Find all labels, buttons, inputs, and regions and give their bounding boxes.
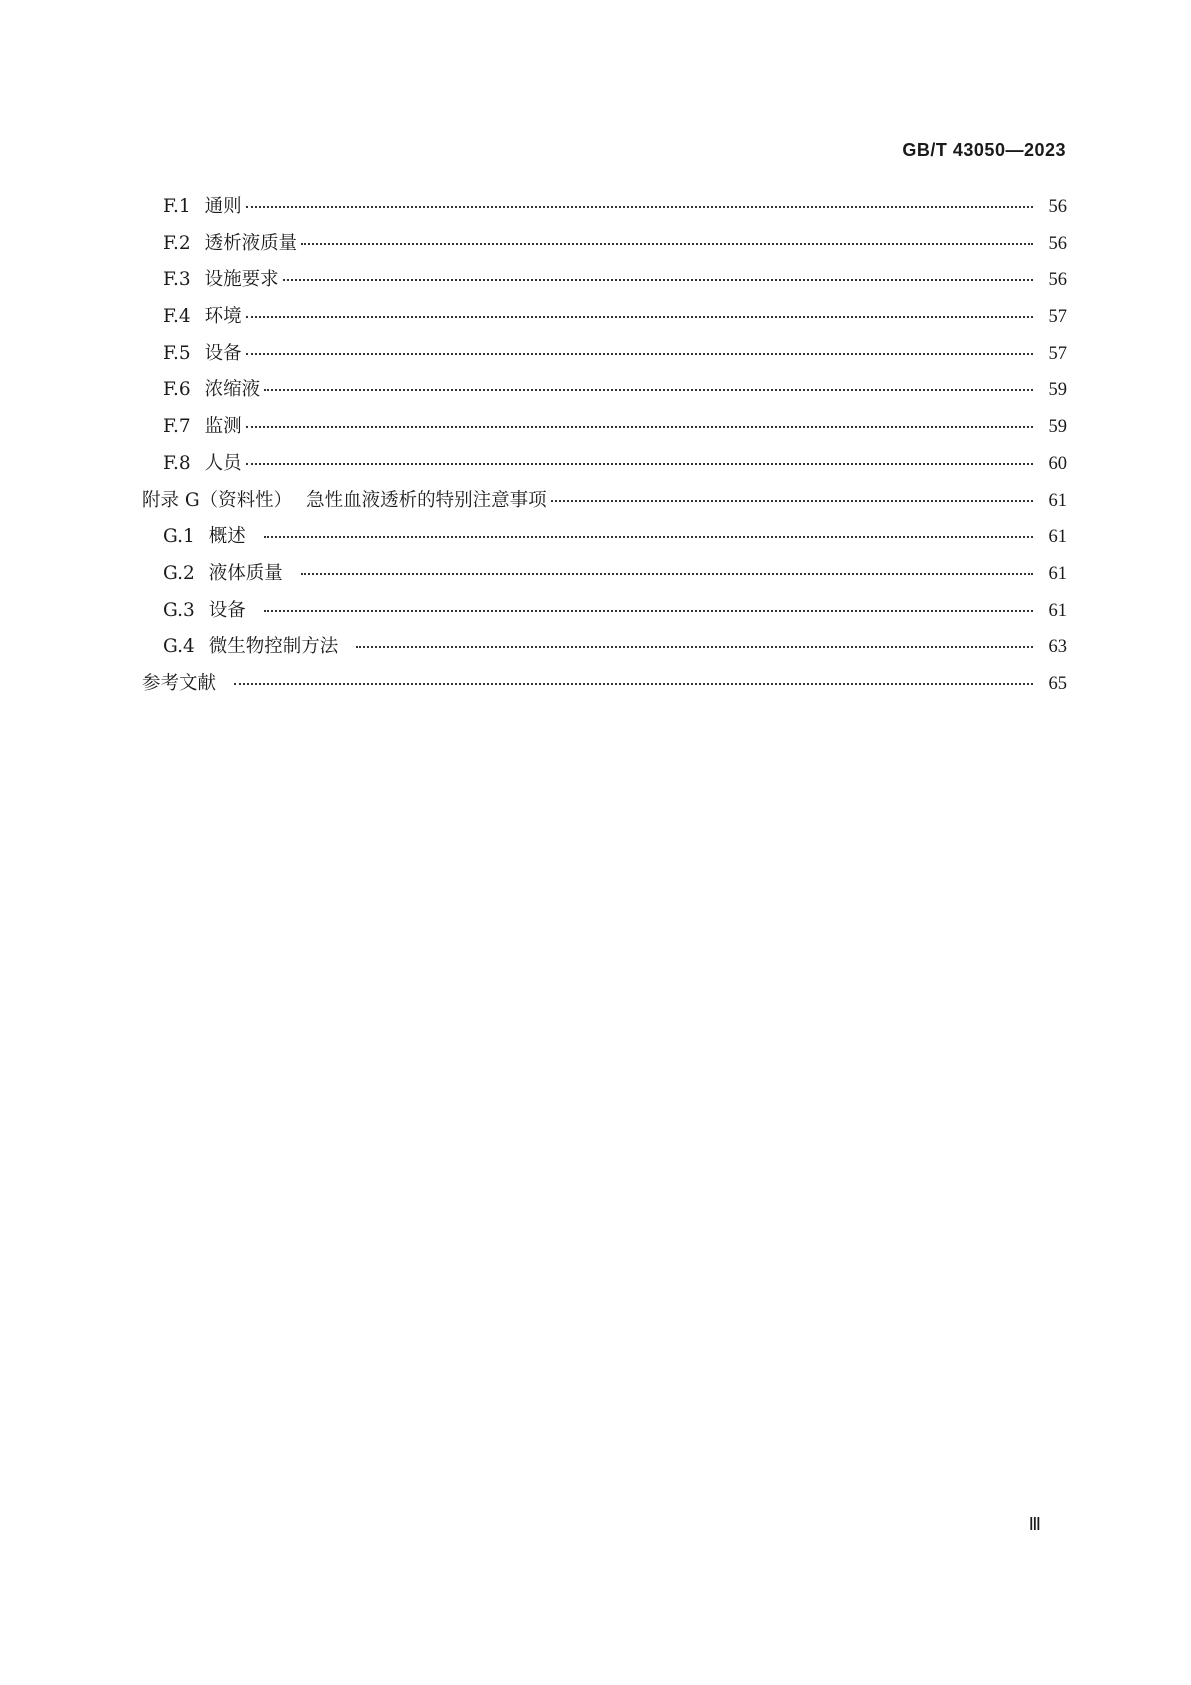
toc-entry-page: 61 xyxy=(1048,490,1067,511)
toc-entry-f2[interactable] xyxy=(142,229,1067,266)
toc-entry-page: 65 xyxy=(1048,673,1067,694)
dot-leader xyxy=(264,536,1033,538)
page-number: Ⅲ xyxy=(1028,1514,1041,1534)
toc-entry-number: F.5 xyxy=(163,342,191,364)
dot-leader xyxy=(264,389,1033,391)
toc-entry-title: 人员 xyxy=(204,452,242,474)
toc-entry-f1[interactable] xyxy=(142,192,1067,229)
toc-entry-page: 60 xyxy=(1048,453,1067,474)
toc-entry-f5[interactable] xyxy=(142,339,1067,376)
toc-entry-page: 61 xyxy=(1048,563,1067,584)
dot-leader xyxy=(246,206,1033,208)
toc-entry-f3[interactable] xyxy=(142,265,1067,302)
toc-entry-f6[interactable] xyxy=(142,375,1067,412)
toc-entry-page: 61 xyxy=(1048,527,1067,548)
toc-entry-f7[interactable] xyxy=(142,412,1067,449)
toc-entry-title: 概述 xyxy=(208,526,246,548)
toc-entry-f4[interactable] xyxy=(142,302,1067,339)
toc-entry-title: 透析液质量 xyxy=(204,232,298,254)
toc-entry-number: F.3 xyxy=(163,269,191,291)
toc-entry-title: 通则 xyxy=(204,196,242,217)
toc-entry-title: 监测 xyxy=(204,416,242,438)
dot-leader xyxy=(283,279,1033,281)
dot-leader xyxy=(246,426,1033,428)
toc-entry-title: 参考文献 xyxy=(142,672,217,694)
toc-entry-page: 61 xyxy=(1048,600,1067,621)
standard-code: GB/T 43050—2023 xyxy=(902,140,1066,160)
dot-leader xyxy=(301,243,1033,245)
toc-entry-number: F.1 xyxy=(163,196,191,217)
dot-leader xyxy=(264,610,1033,612)
toc-entry-number: G.3 xyxy=(163,599,195,621)
toc-entry-g4[interactable] xyxy=(142,632,1067,669)
toc-entry-number: F.2 xyxy=(163,232,191,254)
toc-entry-title: 浓缩液 xyxy=(204,379,261,401)
toc-entry-g1[interactable] xyxy=(142,522,1067,559)
toc-entry-title: 设施要求 xyxy=(204,269,279,291)
toc-entry-page: 56 xyxy=(1048,233,1067,254)
table-of-contents xyxy=(142,192,1067,706)
toc-entry-page: 57 xyxy=(1048,307,1067,328)
toc-entry-g3[interactable] xyxy=(142,596,1067,633)
toc-entry-page: 56 xyxy=(1048,270,1067,291)
dot-leader xyxy=(246,463,1033,465)
toc-entry-annex-g[interactable] xyxy=(142,486,1067,523)
dot-leader xyxy=(234,683,1033,685)
toc-entry-number: F.7 xyxy=(163,416,191,438)
toc-entry-g2[interactable] xyxy=(142,559,1067,596)
toc-entry-number: F.8 xyxy=(163,452,191,474)
dot-leader xyxy=(301,573,1033,575)
toc-entry-page: 59 xyxy=(1048,417,1067,438)
toc-entry-number: G.4 xyxy=(163,636,195,658)
toc-entry-title: 微生物控制方法 xyxy=(208,636,339,658)
toc-entry-page: 63 xyxy=(1048,637,1067,658)
toc-entry-f8[interactable] xyxy=(142,449,1067,486)
toc-entry-page: 56 xyxy=(1048,197,1067,217)
toc-entry-number: F.6 xyxy=(163,379,191,401)
toc-entry-title: 环境 xyxy=(204,306,242,328)
toc-entry-page: 59 xyxy=(1048,380,1067,401)
toc-entry-page: 57 xyxy=(1048,343,1067,364)
toc-entry-number: G.2 xyxy=(163,562,195,584)
dot-leader xyxy=(356,646,1033,648)
toc-entry-title: 设备 xyxy=(208,599,246,621)
toc-entry-title: 急性血液透析的特别注意事项 xyxy=(306,489,547,511)
dot-leader xyxy=(246,353,1033,355)
toc-entry-title: 设备 xyxy=(204,342,242,364)
dot-leader xyxy=(246,316,1033,318)
toc-entry-bibliography[interactable] xyxy=(142,669,1067,706)
dot-leader xyxy=(551,500,1033,502)
toc-entry-title: 液体质量 xyxy=(208,562,283,584)
toc-entry-number: 附录 G（资料性） xyxy=(142,489,293,511)
toc-entry-number: F.4 xyxy=(163,306,191,328)
toc-entry-number: G.1 xyxy=(163,526,195,548)
